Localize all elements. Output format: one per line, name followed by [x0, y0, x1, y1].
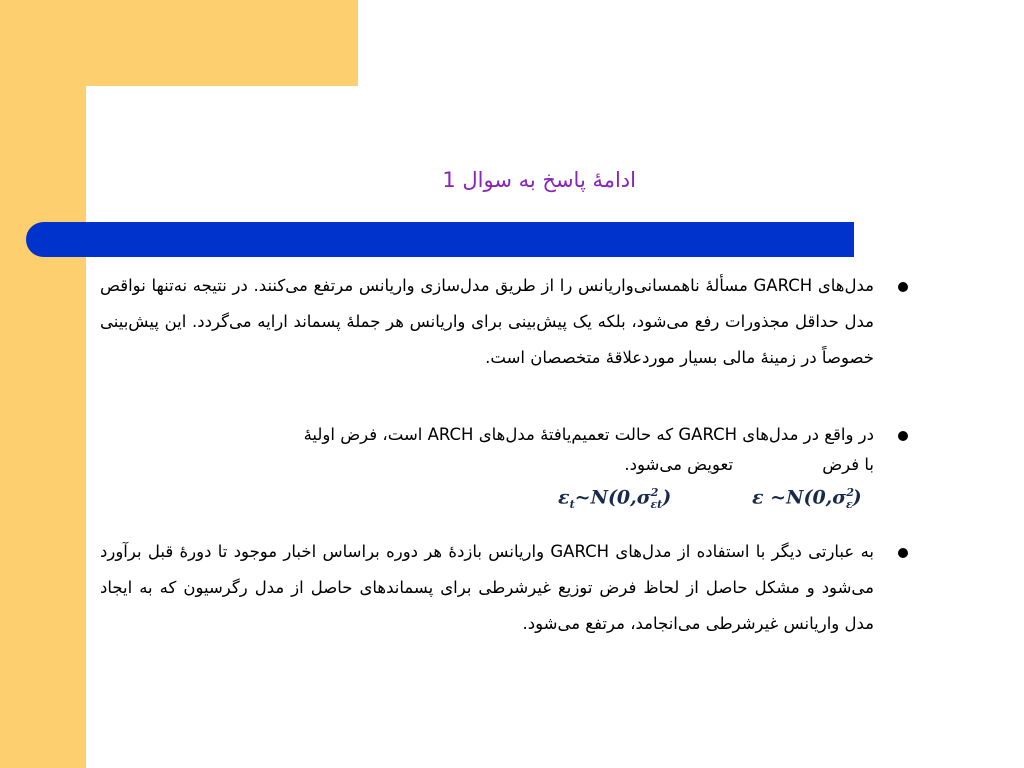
formula-subscript: t — [569, 498, 575, 512]
content-panel-corner — [86, 86, 206, 206]
bullet-dot-icon — [898, 548, 908, 558]
decorative-blue-bar — [26, 222, 854, 257]
formula-conditional-distribution — [558, 486, 671, 511]
bullet-text: مدل‌های GARCH مسألۀ ناهمسانی‌واریانس را از طریق مدل‌سازی واریانس مرتفع می‌کنند. در نتیجه نه‌تنها نواقص مدل حداقل مجذورات رفع می‌شود، بلکه یک پیش‌بینی برای واریانس هر جملۀ پسماند ارایه می‌گردد. این پیش‌بینی خصوصاً در زمینۀ مالی بسیار موردعلاقۀ متخصصان است. — [100, 276, 874, 367]
formula-symbol: ε — [752, 486, 764, 509]
bullet-item-3 — [100, 534, 908, 642]
decorative-yellow-band-top — [0, 0, 358, 86]
formula-subscript: εt — [650, 498, 663, 512]
bullet-text: به عبارتی دیگر با استفاده از مدل‌های GARCH واریانس بازدۀ هر دوره براساس اخبار موجود تا دورۀ قبل برآورد می‌شود و مشکل حاصل از لحاظ فرض توزیع غیرشرطی برای پسماندهای حاصل از مدل رگرسیون که به ایجاد مدل واریانس غیرشرطی می‌انجامد، مرتفع می‌شود. — [100, 542, 875, 633]
bullet-item-1 — [100, 268, 908, 376]
formula-body: ~N(0,σ — [763, 486, 847, 509]
decorative-yellow-band-left — [0, 0, 86, 768]
formula-superscript: 2 — [846, 486, 854, 499]
formula-close: ) — [662, 486, 672, 509]
slide-title: ادامۀ پاسخ به سوال 1 — [442, 168, 636, 192]
bullet-text-line-2: با فرض تعویض می‌شود. — [624, 455, 874, 474]
formula-subscript: ε — [845, 498, 853, 512]
bullet-dot-icon — [898, 431, 908, 441]
formula-unconditional-distribution — [752, 486, 862, 511]
formula-body: ~N(0,σ — [574, 486, 651, 509]
bullet-item-2 — [100, 420, 908, 480]
formula-close: ) — [852, 486, 862, 509]
formula-symbol: ε — [558, 486, 570, 509]
bullet-dot-icon — [898, 282, 908, 292]
bullet-text-line-1: در واقع در مدل‌های GARCH که حالت تعمیم‌یافتۀ مدل‌های ARCH است، فرض اولیۀ — [303, 425, 874, 444]
formula-superscript: 2 — [650, 486, 659, 499]
